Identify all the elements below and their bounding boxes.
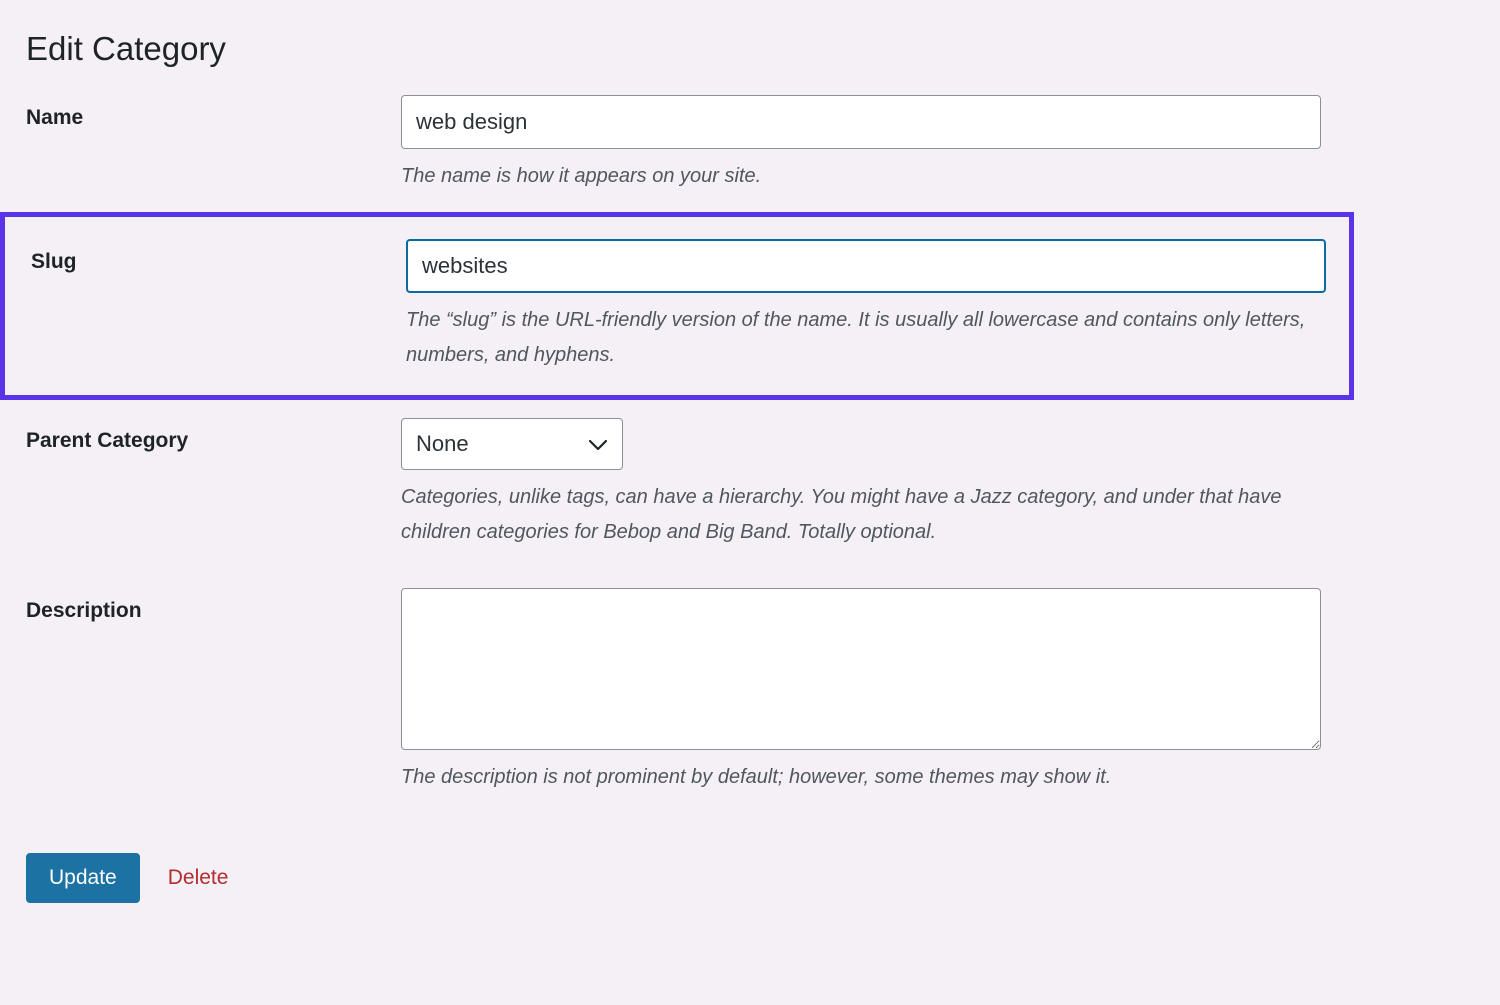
parent-category-help-text: Categories, unlike tags, can have a hierarchy. You might have a Jazz category, and under that have children categories for Bebop and Big Band. Totally optional. [401,485,1282,543]
slug-label: Slug [31,249,77,273]
name-field-group [401,95,1500,194]
parent-category-label: Parent Category [26,428,189,452]
row-spacer [0,550,1500,588]
page-title: Edit Category [26,30,226,67]
parent-category-select-wrap [401,418,623,470]
slug-help-text: The “slug” is the URL-friendly version of the name. It is usually all lowercase and contains only letters, numbers, and hyphens. [406,308,1306,366]
edit-category-form [0,95,1500,795]
form-row-name [0,95,1500,194]
form-row-slug-highlighted [0,212,1354,400]
name-help-text: The name is how it appears on your site. [401,164,762,187]
slug-input[interactable] [406,239,1326,293]
form-row-parent-category [0,418,1500,550]
form-row-description [0,588,1500,795]
update-button[interactable]: Update [26,853,140,903]
description-label: Description [26,598,142,622]
description-textarea[interactable] [401,588,1321,750]
name-label: Name [26,105,84,129]
name-input[interactable] [401,95,1321,149]
parent-category-field-group [401,418,1500,550]
delete-link[interactable]: Delete [167,865,229,889]
parent-category-select[interactable] [401,418,623,470]
description-help-text: The description is not prominent by default; however, some themes may show it. [401,765,1112,788]
slug-field-group [406,239,1349,373]
form-actions [0,853,1500,903]
description-field-group [401,588,1500,795]
